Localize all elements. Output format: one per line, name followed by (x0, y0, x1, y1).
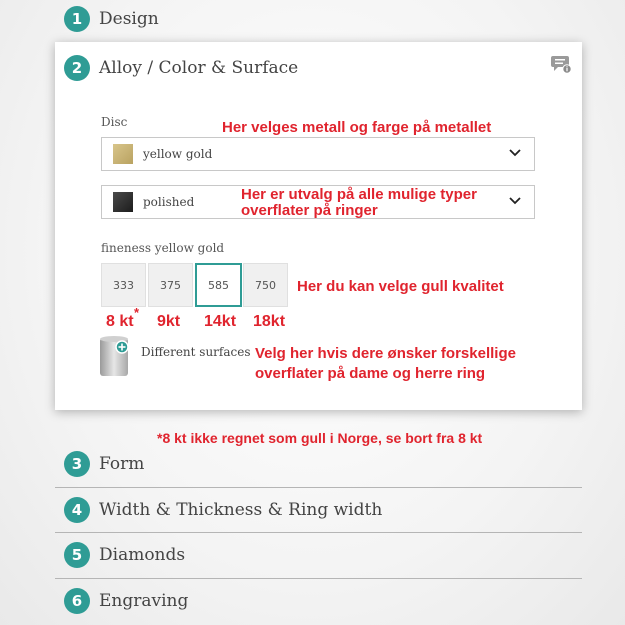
different-surfaces-icon[interactable] (99, 334, 133, 380)
step-title: Width & Thickness & Ring width (99, 499, 383, 520)
annotation-gold-quality: Her du kan velge gull kvalitet (297, 278, 504, 295)
step-title: Form (99, 453, 145, 474)
different-surfaces-label: Different surfaces (141, 345, 251, 359)
step-diamonds[interactable] (55, 532, 582, 577)
color-select-value: yellow gold (143, 147, 213, 161)
step-title: Alloy / Color & Surface (99, 57, 299, 78)
step-engraving[interactable] (55, 578, 582, 623)
step-number: 5 (64, 542, 90, 568)
step-title: Design (99, 8, 159, 29)
gold-swatch-icon (113, 144, 133, 164)
step-number: 3 (64, 451, 90, 477)
polished-swatch-icon (113, 192, 133, 212)
karat-label-18: 18kt (253, 313, 286, 330)
fineness-option-585[interactable]: 585 (195, 263, 242, 307)
annotation-diff-line2: overflater på dame og herre ring (255, 365, 486, 382)
step-width-thickness[interactable] (55, 487, 582, 532)
step-number: 6 (64, 588, 90, 614)
surface-select-value: polished (143, 195, 195, 209)
annotation-surfaces-line1: Her er utvalg på alle mulige typer (241, 186, 477, 203)
step-number: 4 (64, 497, 90, 523)
step-title: Diamonds (99, 544, 186, 565)
chevron-down-icon (508, 195, 522, 207)
step-title: Engraving (99, 590, 189, 611)
fineness-label: fineness yellow gold (101, 241, 225, 255)
annotation-surfaces-line2: overflater på ringer (241, 202, 378, 219)
color-select[interactable] (101, 137, 535, 171)
fineness-option-375[interactable]: 375 (148, 263, 193, 307)
step-alloy-color-surface[interactable] (55, 45, 298, 90)
step-form[interactable] (55, 441, 582, 486)
chevron-down-icon (508, 147, 522, 159)
karat-asterisk: * (134, 305, 140, 320)
karat-label-9: 9kt (157, 313, 181, 330)
step-design[interactable] (55, 0, 582, 41)
step-number: 1 (64, 6, 90, 32)
fineness-option-333[interactable]: 333 (101, 263, 146, 307)
step-number: 2 (64, 55, 90, 81)
fineness-option-750[interactable]: 750 (243, 263, 288, 307)
info-chat-icon[interactable] (550, 54, 572, 74)
annotation-diff-line1: Velg her hvis dere ønsker forskellige (255, 345, 516, 362)
annotation-8kt-note: *8 kt ikke regnet som gull i Norge, se bort fra 8 kt (157, 430, 483, 446)
annotation-metal-color: Her velges metall og farge på metallet (222, 119, 492, 136)
karat-label-14: 14kt (204, 313, 237, 330)
disc-label: Disc (101, 115, 128, 129)
karat-label-8: 8 kt (106, 313, 134, 330)
